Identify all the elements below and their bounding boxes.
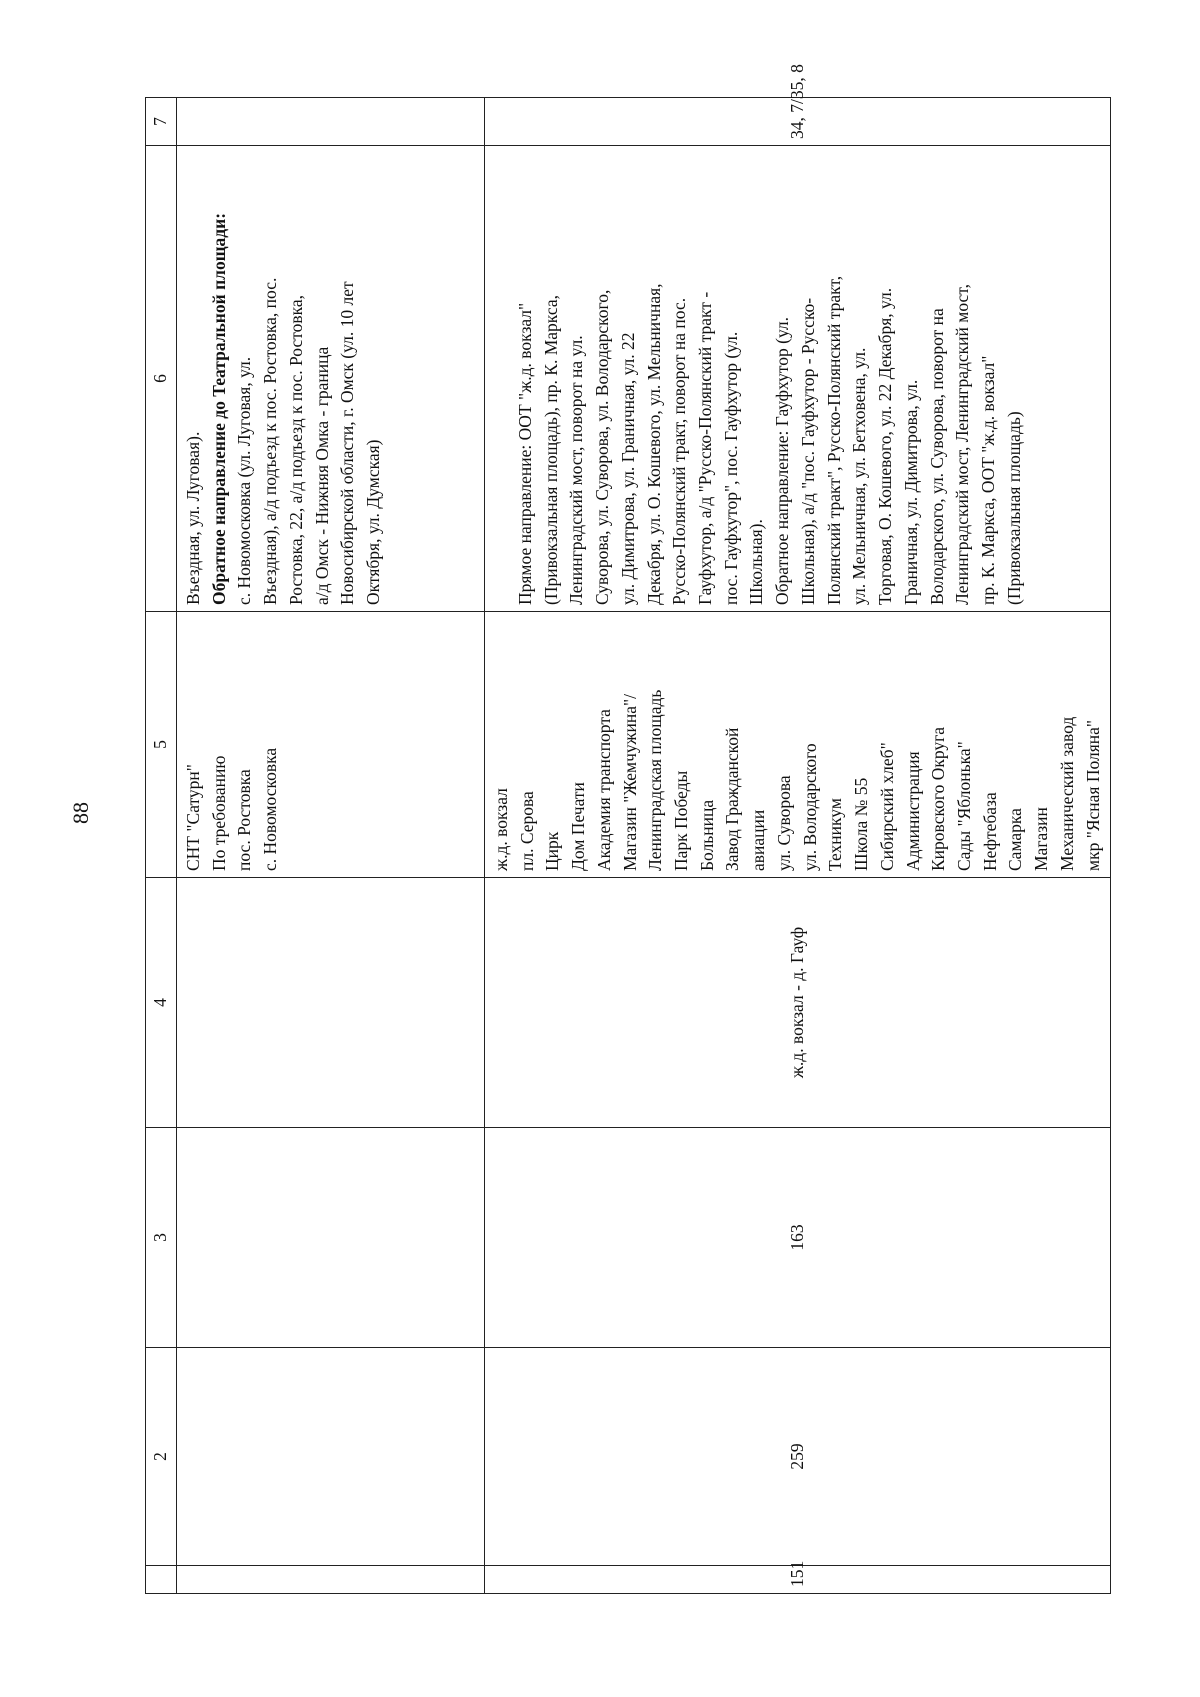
route-line: Торговая, О. Кошевого, ул. 22 Декабря, ул.	[875, 287, 896, 605]
rotated-table-container	[145, 64, 1103, 1594]
route-line: ул. Димитрова, ул. Граничная, ул. 22	[617, 332, 638, 605]
stop-item: Сибирский хлеб"	[876, 742, 897, 871]
route-line: Граничная, ул. Димитрова, ул.	[900, 379, 921, 605]
stop-item: ж.д. вокзал	[491, 788, 511, 871]
length-cell: 259	[485, 1348, 1111, 1566]
table-row-151	[485, 98, 1111, 1594]
stop-item: Самарка	[1005, 808, 1026, 871]
route-line: Ленинградский мост, поворот на ул.	[566, 335, 587, 605]
route-line: Прямое направление: ООТ "ж.д. вокзал"	[515, 302, 535, 605]
route-line: Ростовка, 22, а/д подъезд к пос. Ростовка,	[285, 294, 306, 605]
page-number: 88	[68, 802, 93, 824]
cell	[177, 1566, 485, 1594]
table-row-continuation	[177, 98, 485, 1594]
stop-item: Магазин "Жемчужина"/	[619, 694, 640, 871]
route-line: Полянский тракт", Русско-Полянский тракт,	[823, 275, 844, 605]
stop-item: Магазин	[1031, 807, 1052, 871]
route-line: (Привокзальная площадь)	[1003, 411, 1024, 605]
cell	[177, 1128, 485, 1348]
stop-item: пос. Ростовка	[234, 769, 255, 871]
route-line: Въездная, ул. Луговая).	[183, 431, 203, 605]
route-line: Новосибирской области, г. Омск (ул. 10 лет	[337, 281, 358, 605]
route-line: Володарского, ул. Суворова, поворот на	[926, 308, 947, 605]
stop-item: Нефтебаза	[979, 792, 1000, 871]
stop-item: Парк Победы	[671, 770, 692, 871]
route-line: Школьная), а/д "пос. Гауфхутор - Русско-	[797, 297, 818, 605]
route-line: Ленинградский мост, Ленинградский мост,	[952, 283, 973, 605]
stop-item: СНТ "Сатурн"	[183, 764, 203, 871]
stop-item: Сады "Яблонька"	[953, 741, 974, 871]
distance-cell: 163	[485, 1128, 1111, 1348]
stop-item: Дом Печати	[568, 782, 589, 871]
stop-item: Ленинградская площадь	[645, 689, 666, 871]
stop-item: Завод Гражданской	[722, 727, 743, 871]
route-name-cell: ж.д. вокзал - д. Гауф	[485, 878, 1111, 1128]
route-line: Русско-Полянский тракт, поворот на пос.	[669, 297, 690, 605]
cell	[177, 1348, 485, 1566]
cell	[177, 878, 485, 1128]
route-line: (Привокзальная площадь), пр. К. Маркса,	[540, 295, 561, 605]
stop-item: Больница	[696, 799, 717, 871]
route-number-cell: 151	[485, 1566, 1111, 1594]
route-line: Гауфхутор, а/д "Русско-Полянский тракт -	[695, 291, 716, 605]
header-row	[146, 98, 177, 1594]
stop-item: Механический завод	[1056, 716, 1077, 871]
stop-item: пл. Серова	[516, 791, 537, 871]
route-line: Школьная).	[746, 519, 767, 605]
route-description-cell	[485, 146, 1111, 612]
stop-item: Школа № 55	[851, 777, 872, 871]
route-line: с. Новомосковка (ул. Луговая, ул.	[234, 356, 255, 605]
stop-item: ул. Володарского	[799, 743, 820, 871]
stop-item: с. Новомосковка	[260, 747, 281, 871]
stop-item: мкр "Ясная Поляна"	[1082, 719, 1103, 871]
stop-item: Цирк	[542, 831, 563, 871]
header-cell: 5	[146, 612, 177, 878]
stops-cell	[485, 612, 1111, 878]
stop-item: авиации	[748, 809, 769, 871]
stop-item: Кировского Округа	[928, 726, 949, 871]
header-cell	[146, 1566, 177, 1594]
route-line: пос. Гауфхутор", пос. Гауфхутор (ул.	[720, 331, 741, 605]
route-line: ул. Мельничная, ул. Бетховена, ул.	[849, 347, 870, 605]
stop-item: Администрация	[902, 751, 923, 871]
route-line: Въездная), а/д подъезд к пос. Ростовка, пос.	[260, 277, 281, 605]
reverse-direction-label: Обратное направление до Театральной площади:	[208, 212, 229, 605]
header-cell: 3	[146, 1128, 177, 1348]
route-line: Декабря, ул. О. Кошевого, ул. Мельничная,	[643, 283, 664, 605]
header-cell: 2	[146, 1348, 177, 1566]
route-line: Суворова, ул. Суворова, ул. Володарского,	[592, 289, 613, 605]
route-line: а/д Омск - Нижняя Омка - граница	[311, 346, 332, 605]
schedule-cell: 34, 7/35, 8	[485, 98, 1111, 146]
stop-item: По требованию	[208, 755, 229, 871]
cell	[177, 98, 485, 146]
route-table	[145, 64, 1111, 1594]
header-cell: 4	[146, 878, 177, 1128]
stops-cell	[177, 612, 485, 878]
header-cell: 6	[146, 146, 177, 612]
stop-item: Техникум	[825, 798, 846, 871]
route-line: Обратное направление: Гауфхутор (ул.	[772, 316, 793, 605]
header-cell: 7	[146, 98, 177, 146]
route-line: пр. К. Маркса, ООТ "ж.д. вокзал"	[977, 355, 998, 605]
route-description-cell	[177, 146, 485, 612]
stop-item: Академия транспорта	[593, 709, 614, 871]
stop-item: ул. Суворова	[773, 775, 794, 871]
route-line: Октября, ул. Думская)	[363, 439, 384, 605]
